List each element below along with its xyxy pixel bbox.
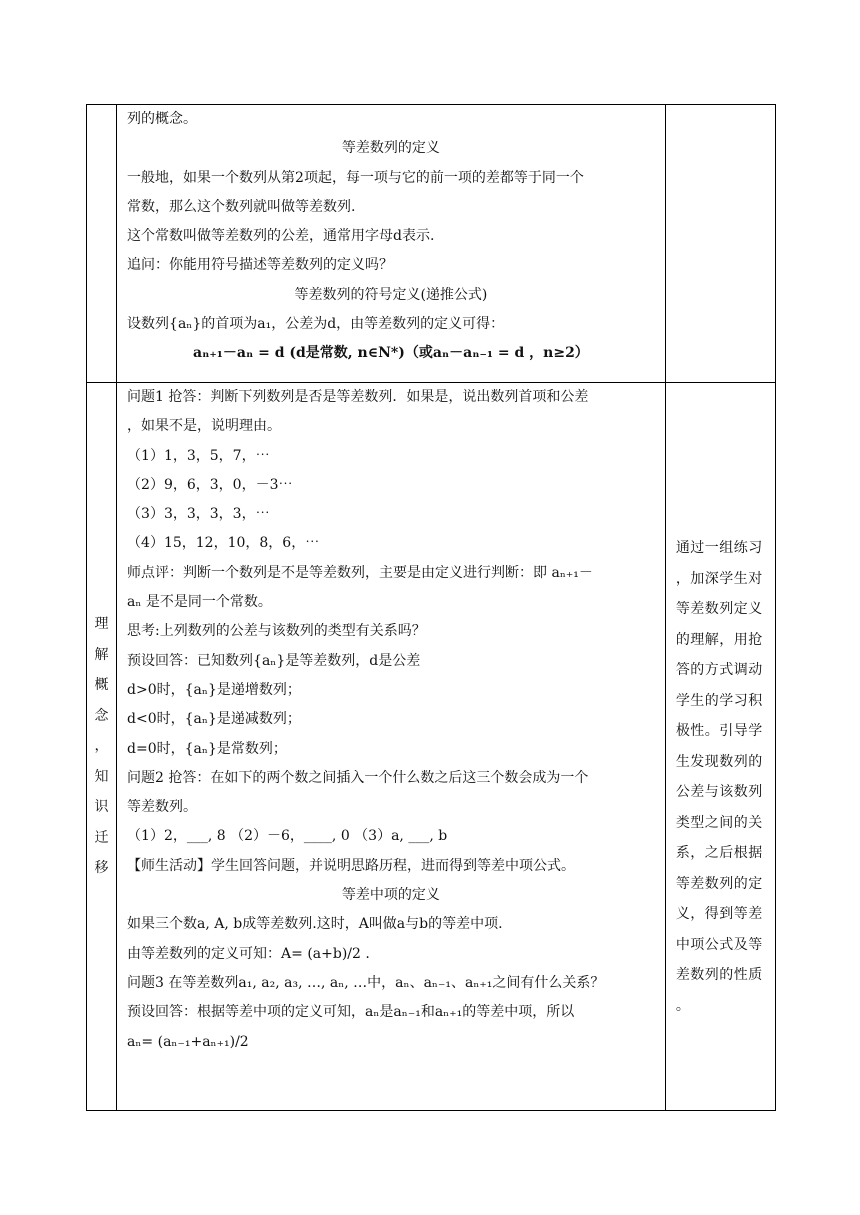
list-item: （1）1，3，5，7，⋯ [127, 447, 270, 464]
label-char: 移 [94, 860, 109, 877]
formula-recurrence: aₙ₊₁－aₙ = d (d是常数, n∈N*)（或aₙ－aₙ₋₁ = d ，n≥2） [193, 345, 589, 362]
text-line: 问题2 抢答：在如下的两个数之间插入一个什么数之后这三个数会成为一个 [127, 769, 589, 786]
text-line: 追问：你能用符号描述等差数列的定义吗？ [127, 257, 394, 274]
text-line: （1）2，___, 8 （2）－6，____, 0 （3）a, ___, b [127, 828, 448, 845]
formula-mean: 由等差数列的定义可知：A= (a+b)/2 . [127, 945, 370, 962]
list-item: （4）15，12，10，8，6，⋯ [127, 535, 320, 552]
table-row-understanding [87, 383, 776, 1111]
note-line: 学生的学习积 [675, 692, 763, 709]
text-line: 问题3 在等差数列a₁, a₂, a₃, …, aₙ, …中，aₙ、aₙ₋₁、aₙ₊₁之间有什么关系？ [127, 974, 605, 991]
note-line: 中项公式及等 [675, 936, 763, 953]
text-line: 预设回答：已知数列{aₙ}是等差数列，d是公差 [127, 652, 421, 669]
row1-content-cell [117, 105, 666, 383]
section-heading-arithmetic-mean: 等差中项的定义 [341, 887, 440, 904]
formula-an: aₙ= (aₙ₋₁+aₙ₊₁)/2 [127, 1033, 249, 1050]
text-line: aₙ 是不是同一个常数。 [127, 594, 272, 611]
text-line: 如果三个数a, A, b成等差数列.这时，A叫做a与b的等差中项. [127, 916, 503, 933]
label-char: 理 [94, 616, 109, 633]
label-char: ， [94, 738, 109, 755]
row1-note-cell [665, 105, 775, 383]
note-line: 的理解，用抢 [675, 631, 763, 648]
note-line: 系，之后根据 [675, 845, 763, 861]
text-line: 预设回答：根据等差中项的定义可知，aₙ是aₙ₋₁和aₙ₊₁的等差中项，所以 [127, 1004, 575, 1021]
note-line: 生发现数列的 [675, 753, 763, 770]
text-line: d>0时，{aₙ}是递增数列； [127, 681, 301, 698]
list-item: （3）3，3，3，3，⋯ [127, 506, 270, 523]
lesson-table [86, 104, 776, 1111]
row2-content-cell [117, 383, 666, 1111]
row2-note-cell [665, 383, 775, 1111]
label-char: 概 [94, 677, 109, 694]
text-line: 一般地，如果一个数列从第2项起，每一项与它的前一项的差都等于同一个 [127, 169, 584, 186]
note-line: 等差数列的定 [675, 875, 763, 892]
label-char: 迁 [94, 829, 109, 846]
list-item: （2）9，6，3，0，－3⋯ [127, 476, 293, 493]
text-line: 师点评：判断一个数列是不是等差数列，主要是由定义进行判断：即 aₙ₊₁－ [127, 564, 593, 581]
section-heading-definition: 等差数列的定义 [341, 140, 440, 157]
row2-label-cell [87, 383, 117, 1111]
note-line: 类型之间的关 [675, 814, 763, 831]
note-line: 。 [675, 997, 691, 1014]
note-line: 差数列的性质 [675, 967, 763, 983]
text-line: 思考:上列数列的公差与该数列的类型有关系吗？ [127, 623, 426, 640]
vertical-label [87, 383, 116, 1110]
table-row-definition [87, 105, 776, 383]
text-line: d<0时，{aₙ}是递减数列； [127, 711, 301, 728]
text-line: 列的概念。 [127, 111, 198, 127]
note-line: ，加深学生对 [675, 570, 763, 587]
label-char: 知 [94, 768, 109, 785]
label-char: 念 [94, 707, 109, 724]
text-line: 问题1 抢答：判断下列数列是否是等差数列．如果是，说出数列首项和公差 [127, 389, 589, 405]
note-line: 等差数列定义 [675, 601, 763, 617]
label-char: 识 [94, 799, 109, 816]
text-line: 设数列{aₙ}的首项为a₁，公差为d，由等差数列的定义可得： [127, 316, 505, 333]
lesson-table-wrapper [86, 104, 776, 1111]
text-line: ，如果不是，说明理由。 [127, 418, 282, 435]
note-line: 答的方式调动 [675, 662, 763, 678]
label-char: 解 [94, 646, 109, 663]
section-heading-symbol-definition: 等差数列的符号定义(递推公式) [294, 286, 488, 303]
row1-label-cell [87, 105, 117, 383]
note-line: 公差与该数列 [675, 784, 763, 800]
text-line: 【师生活动】学生回答问题，并说明思路历程，进而得到等差中项公式。 [127, 857, 576, 874]
note-line: 极性。引导学 [675, 723, 763, 739]
text-line: 常数，那么这个数列就叫做等差数列. [127, 198, 356, 215]
text-line: d=0时，{aₙ}是常数列； [127, 740, 287, 757]
text-line: 这个常数叫做等差数列的公差，通常用字母d表示. [127, 228, 435, 245]
text-line: 等差数列。 [127, 799, 198, 816]
note-line: 通过一组练习 [675, 540, 763, 556]
note-line: 义，得到等差 [675, 906, 763, 922]
